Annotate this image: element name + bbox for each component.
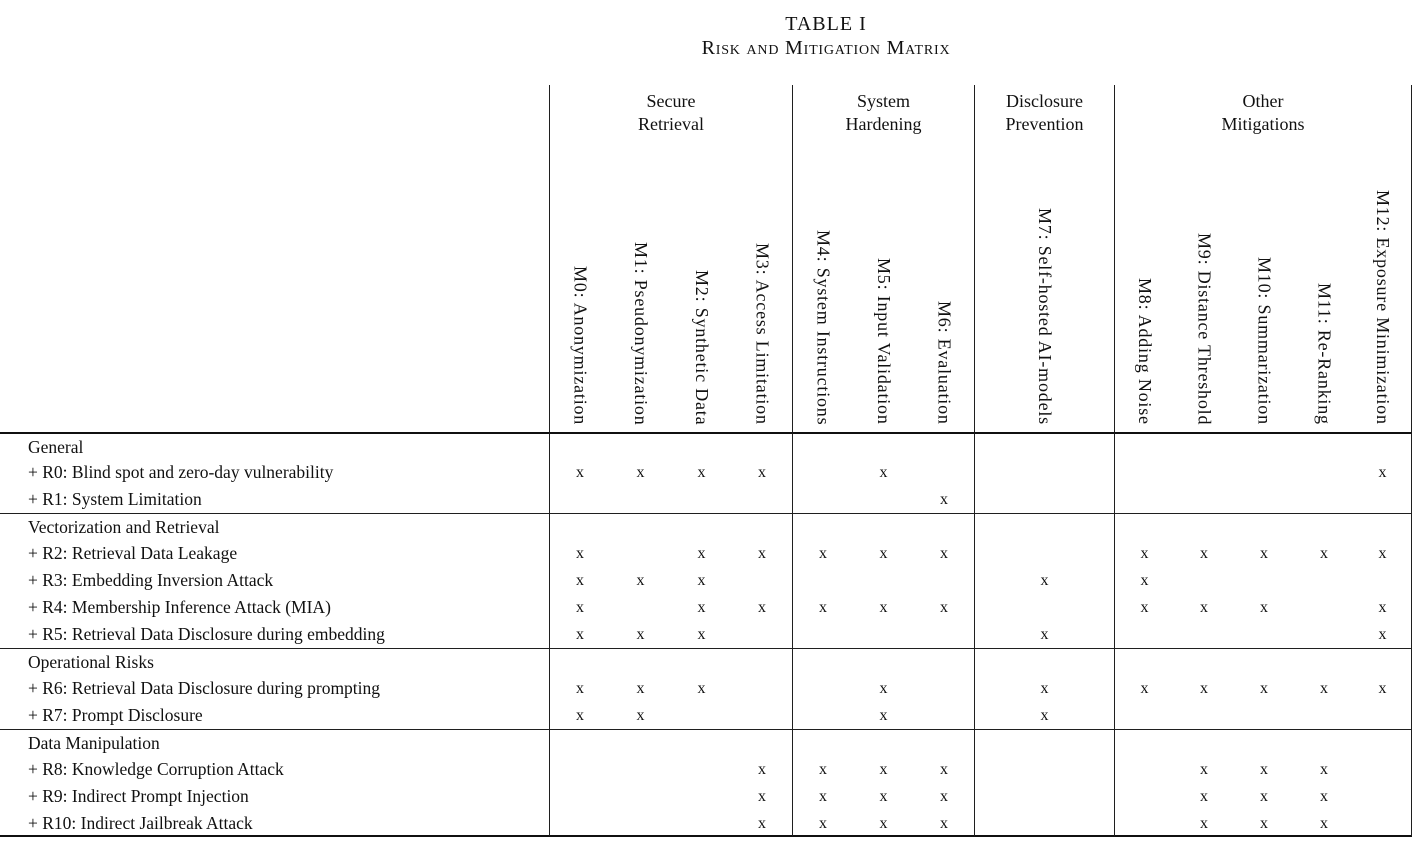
mark-cell [1174, 513, 1234, 540]
mark-x: x [1294, 810, 1354, 837]
mark-cell [1174, 729, 1234, 756]
mark-cell [853, 567, 914, 594]
mark-cell [914, 459, 974, 486]
mark-cell [610, 648, 671, 675]
mark-cell [974, 594, 1114, 621]
mark-x: x [974, 675, 1114, 702]
risk-row-label: + R5: Retrieval Data Disclosure during embedding [28, 624, 385, 644]
mark-cell [1114, 513, 1174, 540]
mark-x: x [636, 572, 645, 589]
mark-x: x [1354, 540, 1412, 567]
mark-x: x [1320, 680, 1328, 697]
mark-cell [1294, 702, 1354, 729]
mark-x: x [879, 680, 888, 697]
mark-cell [610, 513, 671, 540]
mark-cell [1294, 729, 1354, 756]
column-header-label: M1: Pseudonymization [631, 241, 651, 425]
column-group-label: System [856, 91, 910, 111]
risk-row-label: + R4: Membership Inference Attack (MIA) [28, 597, 331, 617]
mark-cell [974, 810, 1114, 837]
mark-cell [549, 756, 610, 783]
mark-x: x [879, 545, 888, 562]
column-header [792, 140, 853, 432]
mark-cell [1234, 486, 1294, 513]
mark-cell [1174, 648, 1234, 675]
column-group-header [792, 85, 974, 140]
mark-cell [671, 702, 732, 729]
risk-mitigation-matrix-table [0, 85, 1412, 837]
column-header-label: M8: Adding Noise [1135, 278, 1155, 425]
mark-x: x [974, 567, 1114, 594]
mark-cell [1294, 459, 1354, 486]
table-caption [0, 0, 1412, 60]
mark-cell [1174, 486, 1234, 513]
column-header [914, 140, 974, 432]
mark-cell [853, 513, 914, 540]
mark-cell [732, 567, 792, 594]
column-header [610, 140, 671, 432]
mark-cell [671, 648, 732, 675]
mark-cell [792, 567, 853, 594]
mark-x: x [879, 599, 888, 616]
mark-cell [853, 648, 914, 675]
mark-x: x [1354, 675, 1412, 702]
mark-cell [671, 783, 732, 810]
mark-cell [1174, 459, 1234, 486]
risk-row-label: + R7: Prompt Disclosure [28, 705, 203, 725]
mark-x: x [792, 594, 853, 621]
mark-cell [1354, 729, 1412, 756]
mark-x: x [636, 464, 645, 481]
risk-row-label: + R10: Indirect Jailbreak Attack [0, 810, 549, 837]
column-group-label: Retrieval [638, 114, 704, 134]
mark-cell [549, 783, 610, 810]
mark-cell [1114, 702, 1174, 729]
column-header [1114, 140, 1174, 432]
mark-cell [1234, 567, 1294, 594]
column-group-header [549, 85, 792, 140]
risk-row-label: + R6: Retrieval Data Disclosure during prompting [28, 678, 381, 698]
mark-cell [1174, 432, 1234, 459]
mark-cell [974, 513, 1114, 540]
mark-x: x [940, 491, 948, 508]
mark-cell [792, 675, 853, 702]
mark-x: x [758, 464, 766, 481]
mark-x: x [940, 599, 948, 616]
mark-cell [1234, 702, 1294, 729]
mark-cell [610, 594, 671, 621]
mark-cell [610, 783, 671, 810]
mark-x: x [549, 675, 610, 702]
mark-cell [1234, 432, 1294, 459]
mark-cell [853, 621, 914, 648]
mark-cell [792, 432, 853, 459]
mark-cell [732, 432, 792, 459]
column-group-label: Secure [646, 91, 696, 111]
mark-cell [853, 486, 914, 513]
mark-x: x [940, 545, 948, 562]
mark-x: x [1200, 761, 1208, 778]
mark-cell [853, 432, 914, 459]
mark-cell [1114, 648, 1174, 675]
column-header-label: M9: Distance Threshold [1194, 232, 1215, 425]
mark-cell [792, 459, 853, 486]
mark-x: x [549, 540, 610, 567]
mark-cell [1114, 621, 1174, 648]
column-header-label: M10: Summarization [1254, 257, 1275, 425]
mark-cell [1354, 756, 1412, 783]
mark-x: x [792, 540, 853, 567]
mark-cell [732, 486, 792, 513]
mark-x: x [549, 621, 610, 648]
header-spacer [0, 140, 549, 432]
mark-cell [1234, 729, 1294, 756]
mark-x: x [636, 680, 645, 697]
mark-x: x [732, 810, 792, 837]
mark-cell [974, 486, 1114, 513]
mark-cell [1174, 567, 1234, 594]
mark-x: x [792, 756, 853, 783]
mark-cell [792, 486, 853, 513]
mark-cell [1354, 702, 1412, 729]
mark-cell [610, 810, 671, 837]
mark-x: x [1200, 788, 1208, 805]
mark-cell [610, 540, 671, 567]
mark-x: x [1114, 540, 1174, 567]
column-header-label: M6: Evaluation [934, 301, 955, 425]
mark-x: x [549, 594, 610, 621]
mark-cell [1294, 648, 1354, 675]
column-header-label: M2: Synthetic Data [692, 269, 712, 425]
column-header [974, 140, 1114, 432]
mark-cell [1174, 702, 1234, 729]
mark-cell [671, 432, 732, 459]
mark-cell [914, 648, 974, 675]
mark-cell [792, 648, 853, 675]
column-header [1174, 140, 1234, 432]
risk-row-label: + R1: System Limitation [28, 489, 202, 509]
column-header [549, 140, 610, 432]
mark-cell [1294, 513, 1354, 540]
column-header-label: M12: Exposure Minimization [1373, 190, 1393, 425]
section-label: Data Manipulation [0, 729, 549, 756]
mark-cell [1114, 756, 1174, 783]
mark-x: x [1260, 788, 1268, 805]
mark-x: x [1114, 594, 1174, 621]
column-header [732, 140, 792, 432]
mark-x: x [758, 545, 766, 562]
mark-cell [1234, 621, 1294, 648]
mark-x: x [1174, 810, 1234, 837]
mark-cell [914, 729, 974, 756]
mark-x: x [1114, 567, 1174, 594]
mark-cell [549, 432, 610, 459]
mark-x: x [697, 572, 706, 589]
mark-x: x [974, 702, 1114, 729]
mark-cell [671, 513, 732, 540]
mark-cell [549, 810, 610, 837]
section-label: General [0, 432, 549, 459]
header-spacer [0, 85, 549, 140]
mark-x: x [1234, 810, 1294, 837]
section-label: Operational Risks [0, 648, 549, 675]
mark-cell [671, 810, 732, 837]
mark-cell [1354, 810, 1412, 837]
mark-x: x [1260, 545, 1268, 562]
mark-cell [914, 567, 974, 594]
mark-cell [1354, 486, 1412, 513]
column-header-label: M3: Access Limitation [752, 243, 773, 425]
mark-cell [1174, 621, 1234, 648]
column-header-label: M7: Self-hosted AI-models [1035, 208, 1055, 425]
column-header [1294, 140, 1354, 432]
column-group-label: Disclosure [1006, 91, 1083, 111]
mark-cell [1234, 513, 1294, 540]
table-caption-number: TABLE I [785, 13, 867, 35]
mark-cell [914, 432, 974, 459]
column-group-label: Mitigations [1221, 114, 1305, 134]
risk-row-label: + R8: Knowledge Corruption Attack [28, 759, 284, 779]
mark-x: x [549, 459, 610, 486]
mark-x: x [1260, 599, 1268, 616]
mark-cell [732, 729, 792, 756]
mark-x: x [853, 810, 914, 837]
mark-cell [1354, 432, 1412, 459]
column-group-label: Hardening [845, 114, 922, 134]
column-header [853, 140, 914, 432]
column-header-label: M4: System Instructions [813, 229, 834, 425]
mark-x: x [1200, 599, 1208, 616]
mark-x: x [697, 464, 706, 481]
mark-x: x [1354, 621, 1412, 648]
mark-cell [1294, 567, 1354, 594]
mark-x: x [1260, 680, 1268, 697]
mark-cell [914, 513, 974, 540]
mark-x: x [758, 761, 766, 778]
mark-cell [853, 729, 914, 756]
mark-cell [974, 783, 1114, 810]
mark-cell [1114, 432, 1174, 459]
mark-cell [792, 513, 853, 540]
mark-cell [914, 702, 974, 729]
mark-cell [549, 729, 610, 756]
mark-x: x [940, 788, 948, 805]
column-header-label: M11: Re-Ranking [1314, 283, 1335, 425]
mark-cell [549, 513, 610, 540]
mark-cell [1114, 486, 1174, 513]
mark-x: x [792, 783, 853, 810]
risk-row-label: + R0: Blind spot and zero-day vulnerability [28, 462, 334, 482]
mark-cell [610, 729, 671, 756]
mark-cell [549, 486, 610, 513]
mark-cell [732, 648, 792, 675]
section-label: Vectorization and Retrieval [0, 513, 549, 540]
mark-x: x [697, 680, 706, 697]
mark-x: x [636, 626, 645, 643]
mark-x: x [549, 702, 610, 729]
mark-x: x [879, 761, 888, 778]
mark-x: x [1320, 761, 1328, 778]
mark-cell [792, 621, 853, 648]
mark-cell [974, 648, 1114, 675]
mark-cell [610, 432, 671, 459]
mark-cell [732, 513, 792, 540]
mark-cell [732, 621, 792, 648]
mark-cell [914, 621, 974, 648]
mark-cell [974, 729, 1114, 756]
column-group-header [1114, 85, 1412, 140]
mark-cell [1234, 459, 1294, 486]
column-header [671, 140, 732, 432]
mark-x: x [636, 707, 645, 724]
mark-cell [974, 432, 1114, 459]
mark-x: x [1260, 761, 1268, 778]
mark-x: x [1354, 594, 1412, 621]
column-group-header [974, 85, 1114, 140]
mark-x: x [1320, 788, 1328, 805]
mark-cell [671, 486, 732, 513]
mark-x: x [758, 599, 766, 616]
mark-cell [1354, 513, 1412, 540]
column-group-label: Prevention [1005, 114, 1084, 134]
mark-cell [974, 459, 1114, 486]
column-group-label: Other [1242, 91, 1284, 111]
mark-cell [1234, 648, 1294, 675]
mark-x: x [758, 788, 766, 805]
mark-x: x [879, 707, 888, 724]
mark-cell [732, 702, 792, 729]
mark-x: x [1114, 675, 1174, 702]
mark-cell [1114, 459, 1174, 486]
mark-cell [671, 729, 732, 756]
mark-cell [610, 756, 671, 783]
mark-x: x [1200, 680, 1208, 697]
mark-x: x [697, 599, 706, 616]
risk-row-label: + R3: Embedding Inversion Attack [28, 570, 274, 590]
risk-row-label: + R9: Indirect Prompt Injection [28, 786, 249, 806]
mark-cell [1354, 648, 1412, 675]
risk-row-label: + R2: Retrieval Data Leakage [28, 543, 238, 563]
mark-cell [974, 756, 1114, 783]
mark-x: x [914, 810, 974, 837]
mark-cell [1294, 594, 1354, 621]
mark-cell [1114, 729, 1174, 756]
mark-x: x [549, 567, 610, 594]
mark-x: x [792, 810, 853, 837]
mark-cell [914, 675, 974, 702]
mark-cell [1354, 567, 1412, 594]
column-header-label: M0: Anonymization [570, 265, 591, 425]
mark-x: x [697, 545, 706, 562]
mark-x: x [974, 621, 1114, 648]
mark-cell [732, 675, 792, 702]
mark-cell [549, 648, 610, 675]
mark-x: x [940, 761, 948, 778]
mark-x: x [1200, 545, 1208, 562]
mark-cell [974, 540, 1114, 567]
table-caption-title: Risk and Mitigation Matrix [701, 37, 951, 59]
mark-cell [671, 756, 732, 783]
mark-cell [1114, 783, 1174, 810]
mark-x: x [1354, 459, 1412, 486]
mark-cell [1294, 486, 1354, 513]
column-header [1354, 140, 1412, 432]
mark-cell [1294, 621, 1354, 648]
mark-cell [1114, 810, 1174, 837]
mark-cell [1294, 432, 1354, 459]
mark-cell [792, 729, 853, 756]
mark-cell [792, 702, 853, 729]
mark-x: x [879, 464, 888, 481]
mark-x: x [879, 788, 888, 805]
mark-x: x [1320, 545, 1328, 562]
column-header [1234, 140, 1294, 432]
mark-cell [1354, 783, 1412, 810]
column-header-label: M5: Input Validation [874, 258, 894, 425]
mark-x: x [697, 626, 706, 643]
mark-cell [610, 486, 671, 513]
